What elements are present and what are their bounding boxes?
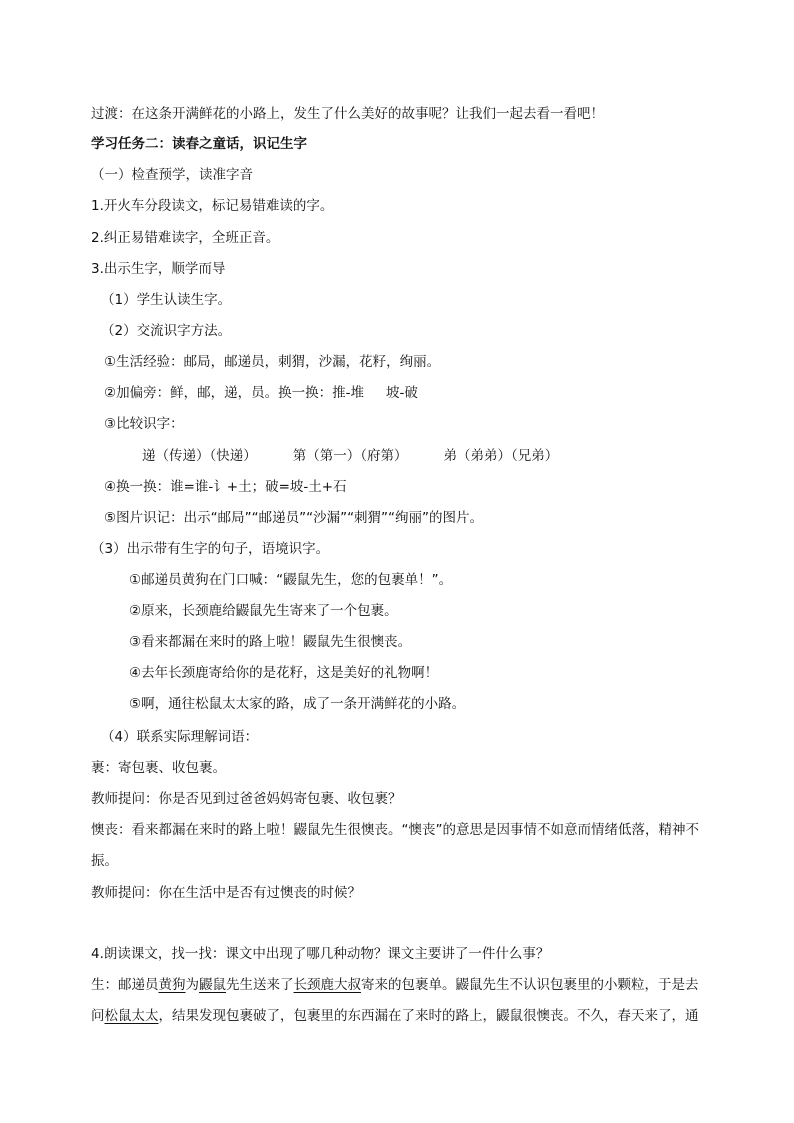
step-2: 2.纠正易错难读字，全班正音。 — [91, 230, 280, 246]
sentence-2: ②原来，长颈鹿给鼹鼠先生寄来了一个包裹。 — [129, 603, 398, 619]
step-1: 1.开火车分段读文，标记易错难读的字。 — [91, 198, 334, 214]
word-aosang: 懊丧：看来都漏在来时的路上啦！鼹鼠先生很懊丧。“懊丧”的意思是因事情不如意而情绪低落，精神不振。 — [91, 822, 699, 869]
answer-text-4: 寄来的包裹单。鼹鼠先生不认识包裹里的小颗粒，于是去问 — [91, 977, 699, 1024]
method-add-radical — [104, 383, 418, 403]
method-life-experience: ①生活经验：邮局，邮递员，刺猬，沙漏，花籽，绚丽。 — [104, 354, 441, 370]
compare-row — [142, 446, 558, 466]
teacher-question-2: 教师提问：你在生活中是否有过懊丧的时候？ — [91, 885, 361, 901]
section-heading: （一）检查预学，读准字音 — [91, 167, 253, 183]
method-picture: ⑤图片识记：出示“邮局”“邮递员”“沙漏”“刺猬”“绚丽”的图片。 — [104, 510, 484, 526]
sub-step-1: （1）学生认读生字。 — [101, 292, 232, 308]
answer-animal-mole: 鼹鼠 — [199, 977, 226, 993]
sentence-3: ③看来都漏在来时的路上啦！鼹鼠先生很懊丧。 — [129, 634, 412, 650]
student-answer — [91, 970, 703, 1032]
method-add-radical-text: ②加偏旁：鲜，邮，递，员。换一换：推-堆 — [104, 385, 364, 401]
answer-text-1: 生：邮递员 — [91, 977, 159, 993]
answer-animal-dog: 黄狗 — [158, 977, 186, 993]
teacher-question-1: 教师提问：你是否见到过爸爸妈妈寄包裹、收包裹？ — [91, 791, 402, 807]
method-swap: ④换一换：谁=谁-讠+土；破=坡-土+石 — [104, 479, 347, 495]
step-4: 4.朗读课文，找一找：课文中出现了哪几种动物？课文主要讲了一件什么事？ — [91, 946, 550, 962]
task-heading: 学习任务二：读春之童话，识记生字 — [91, 136, 307, 152]
sub-step-3: （3）出示带有生字的句子，语境识字。 — [91, 541, 330, 557]
answer-animal-squirrel: 松鼠太太 — [104, 1008, 159, 1024]
sentence-1: ①邮递员黄狗在门口喊：“鼹鼠先生，您的包裹单！”。 — [129, 572, 453, 588]
sub-step-4: （4）联系实际理解词语： — [101, 729, 259, 745]
sentence-5: ⑤啊，通往松鼠太太家的路，成了一条开满鲜花的小路。 — [129, 696, 466, 712]
method-add-radical-pair: 坡-破 — [385, 385, 418, 401]
word-guo: 裹：寄包裹、收包裹。 — [91, 760, 226, 776]
answer-text-3: 先生送来了 — [226, 977, 294, 993]
transition-line: 过渡：在这条开满鲜花的小路上，发生了什么美好的故事呢？让我们一起去看一看吧！ — [91, 106, 604, 122]
answer-text-2: 为 — [185, 977, 199, 993]
step-3: 3.出示生字，顺学而导 — [91, 261, 226, 277]
compare-di-order: 第（第一）（府第） — [292, 448, 408, 464]
sub-step-2: （2）交流识字方法。 — [101, 323, 232, 339]
compare-di-brother: 弟（弟弟）（兄弟） — [443, 448, 559, 464]
method-compare: ③比较识字： — [104, 416, 184, 432]
answer-animal-giraffe: 长颈鹿大叔 — [293, 977, 361, 993]
sentence-4: ④去年长颈鹿寄给你的是花籽，这是美好的礼物啊！ — [129, 665, 439, 681]
answer-text-5: ，结果发现包裹破了，包裹里的东西漏在了来时的路上，鼹鼠很懊丧。不久，春天来了，通 — [158, 1008, 699, 1024]
compare-di-pass: 递（传递）（快递） — [142, 448, 257, 464]
